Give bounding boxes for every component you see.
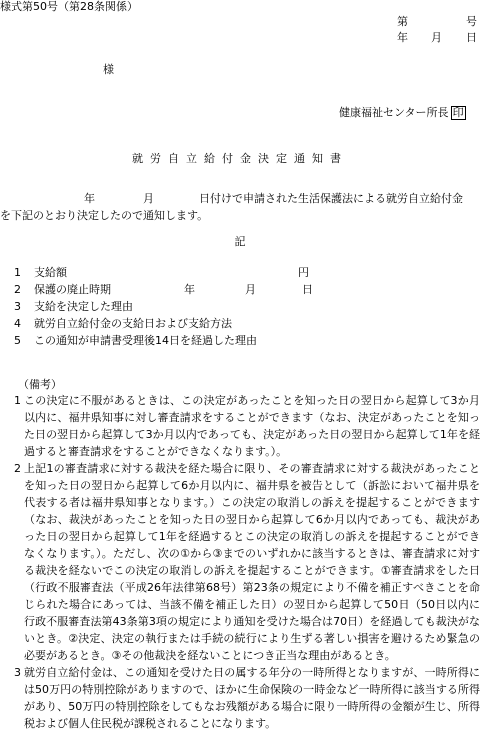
- intro-paragraph: [0, 190, 478, 224]
- item-label: 支給額: [34, 266, 67, 279]
- item-number: 3: [14, 300, 21, 313]
- intro-month: 月: [143, 192, 154, 205]
- item-number: 2: [14, 283, 21, 296]
- notes-list: [6, 392, 480, 732]
- issue-date-year: 年: [397, 31, 408, 44]
- notes-heading: （備考）: [18, 378, 62, 391]
- note-item: [6, 460, 480, 664]
- note-text: 就労自立給付金は、この通知を受けた日の属する年分の一時所得となりますが、一時所得には50万円の特別控除がありますので、ほかに生命保険の一時金など一時所得に該当する所得があり、50万円の特別控除をしてもなお残額がある場合に限り一時所得の金額が生じ、所得税および個人住民税が課税されることになります。: [24, 666, 480, 730]
- intro-rest-line1: 日付けで申請された生活保護法による就労自立給付金: [199, 192, 463, 205]
- issuer: [339, 104, 466, 121]
- form-id: 様式第50号（第28条関係）: [0, 0, 138, 13]
- item-label: この通知が申請書受理後14日を経過した理由: [34, 334, 257, 347]
- note-number: 1: [14, 394, 21, 407]
- list-item: [14, 298, 474, 315]
- list-item: [14, 332, 474, 349]
- issuer-title: 健康福祉センター所長: [339, 106, 449, 119]
- note-number: 3: [14, 666, 21, 679]
- item-year-unit: 年: [184, 283, 195, 296]
- item-label: 支給を決定した理由: [34, 300, 133, 313]
- document-title: 就労自立給付金決定通知書: [132, 152, 348, 165]
- item-number: 4: [14, 317, 21, 330]
- item-day-unit: 日: [302, 283, 313, 296]
- note-item: [6, 664, 480, 732]
- addressee-suffix: 様: [103, 63, 114, 76]
- issue-date-month: 月: [431, 31, 442, 44]
- document-number-label: 第: [397, 15, 408, 28]
- list-item: [14, 281, 474, 298]
- seal-mark: 印: [452, 106, 464, 119]
- note-number: 2: [14, 462, 21, 475]
- intro-line2: を下記のとおり決定したので通知します。: [0, 209, 209, 222]
- ki-heading: 記: [234, 235, 246, 248]
- item-label: 就労自立給付金の支給日および支給方法: [34, 317, 232, 330]
- issue-date-day: 日: [466, 31, 477, 44]
- note-text: この決定に不服があるときは、この決定があったことを知った日の翌日から起算して3か月以内に、福井県知事に対し審査請求をすることができます（なお、決定があったことを知った日の翌日から起算して3か月以内であっても、決定があった日の翌日から起算して1年を経過すると審査請求をすることができなくなります。）。: [24, 394, 480, 458]
- note-text: 上記1の審査請求に対する裁決を経た場合に限り、その審査請求に対する裁決があったことを知った日の翌日から起算して6か月以内に、福井県を被告として（訴訟において福井県を代表する者は福井県知事となります。）この決定の取消しの訴えを提起することができます（なお、裁決があったことを知った日の翌日から起算して6か月以内であっても、裁決があった日の翌日から起算して1年を経過するとこの決定の取消しの訴えを提起することができなくなります。）。ただし、次の①から③までのいずれかに該当するときは、審査請求に対する裁決を経ないでこの決定の取消しの訴えを提起することができます。①審査請求をした日（行政不服審査法（平成26年法律第68号）第23条の規定により不備を補正すべきことを命じられた場合にあっては、当該不備を補正した日）の翌日から起算して50日（50日以内に行政不服審査法第43条第3項の規定により通知を受けた場合は70日）を経過しても裁決がないとき。②決定、決定の執行または手続の続行により生ずる著しい損害を避けるため緊急の必要があるとき。③その他裁決を経ないことにつき正当な理由があるとき。: [24, 462, 480, 662]
- list-item: [14, 315, 474, 332]
- item-number: 1: [14, 266, 21, 279]
- item-number: 5: [14, 334, 21, 347]
- list-item: [14, 264, 474, 281]
- intro-year: 年: [84, 192, 95, 205]
- item-list: [14, 264, 474, 349]
- note-item: [6, 392, 480, 460]
- document-number-suffix: 号: [466, 15, 477, 28]
- item-label: 保護の廃止時期: [34, 283, 111, 296]
- item-yen-unit: 円: [298, 266, 309, 279]
- item-month-unit: 月: [245, 283, 256, 296]
